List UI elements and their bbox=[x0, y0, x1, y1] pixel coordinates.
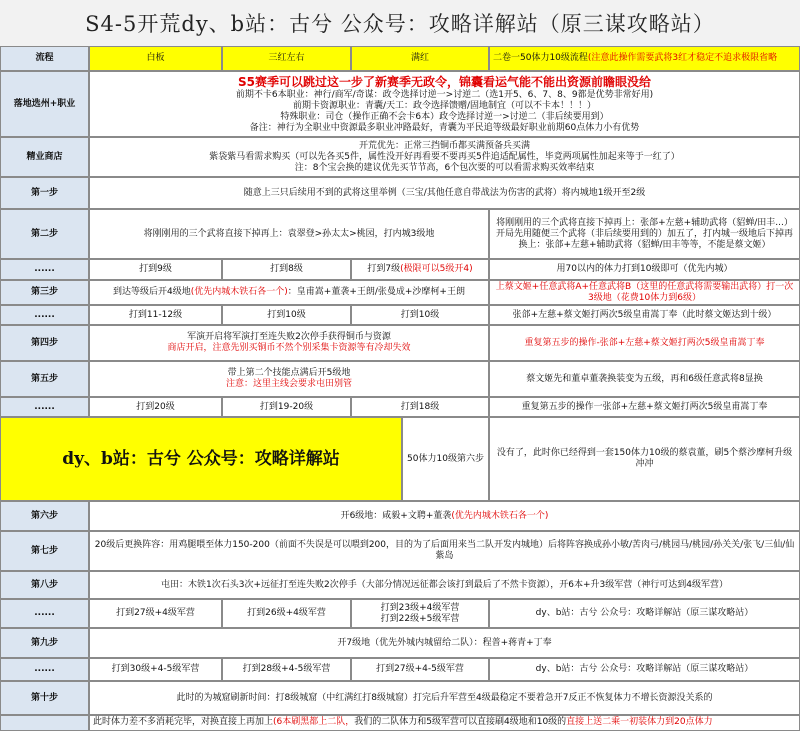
row-label-cont1: ...... bbox=[0, 259, 89, 280]
row-label-step11 bbox=[0, 715, 89, 731]
row-label-cont3: ...... bbox=[0, 397, 89, 417]
cont4-full-red bbox=[351, 599, 489, 628]
shop-note-2: 紫袋紫马看需求购买（可以先各买5件，属性没开好再看要不要再买5件追适配属性，毕竟两项属性加起来等于一红了） bbox=[209, 151, 680, 162]
row-label-cont4: ...... bbox=[0, 599, 89, 628]
step3-left-a: 到达等级后开4级地 bbox=[113, 287, 191, 297]
cont1-full-red bbox=[351, 259, 489, 280]
header-col-full-red: 满红 bbox=[351, 46, 489, 71]
row-label-step8: 第八步 bbox=[0, 571, 89, 599]
cont4-blank: 打到27级+4级军营 bbox=[89, 599, 222, 628]
cont1-50-stamina: 用70以内的体力打到10级即可（优先内城） bbox=[489, 259, 800, 280]
cont1-blank: 打到9级 bbox=[89, 259, 222, 280]
shop-notes bbox=[89, 137, 800, 177]
row-label-step3: 第三步 bbox=[0, 280, 89, 305]
step2-left: 将刚刚用的三个武将直接下掉再上：袁翠登>孙太太>桃园，打内城3级地 bbox=[89, 209, 489, 259]
cont2-50-stamina: 张郃+左慈+蔡文姬打两次5级皇甫嵩丁奉（此时蔡文姬达到十级） bbox=[489, 305, 800, 325]
cont4-50-stamina-a: dy、b站：古兮 公众号： bbox=[535, 608, 637, 618]
cont5-full-red: 打到27级+4-5级军营 bbox=[351, 658, 489, 681]
step3-left-c: ：皇甫嵩+董袭+王朗/张曼成+沙摩柯+王朗 bbox=[287, 287, 465, 297]
step5-left-1: 带上第二个技能点满后开5级地 bbox=[227, 368, 351, 378]
header-flow: 流程 bbox=[0, 46, 89, 71]
step11-text-d: 直接上送二乘一初装体力到20点体力 bbox=[566, 717, 713, 727]
step10-text: 此时的为城窟刷新时间：打8级城窟（中红满红打8级城窟）打完后升军营至4级最稳定不要着急开7反正不恢复体力不增长资源没关系的 bbox=[89, 681, 800, 715]
step4-left-1: 军演开启将军演打至连失败2次停手获得铜币与资源 bbox=[187, 332, 391, 342]
step6-text-a: 开6级地：咸毅+文聘+董袭 bbox=[340, 510, 452, 521]
cont5-blank: 打到30级+4-5级军营 bbox=[89, 658, 222, 681]
step9-text: 开7级地（优先外城内城留给二队）：程普+蒋青+丁奉 bbox=[89, 628, 800, 658]
cont5-three-red: 打到28级+4-5级军营 bbox=[222, 658, 351, 681]
header-col-50-stamina-label: 二卷一50体力10级流程 bbox=[493, 53, 588, 63]
header-col-blank: 白板 bbox=[89, 46, 222, 71]
row-label-step5: 第五步 bbox=[0, 361, 89, 397]
step3-left bbox=[89, 280, 489, 305]
landing-notes bbox=[89, 71, 800, 137]
step3-left-b: (优先内城木铁石各一个) bbox=[190, 287, 288, 297]
step6-text bbox=[89, 501, 800, 531]
step11-text-a: 此时体力差不多消耗完毕，对换直接上再加上 bbox=[93, 717, 274, 727]
landing-note-2: 前期不卡6本职业：神行/商军/奇谋：政令选择讨逆一>讨逆二（选1开5、6、7、8、9都是优势非常好用) bbox=[235, 89, 654, 100]
landing-note-1: S5赛季可以跳过这一步了新赛季无政令，锦囊看运气能不能出资源前瞻眼没给 bbox=[238, 74, 651, 89]
cont3-three-red: 打到19-20级 bbox=[222, 397, 351, 417]
row-label-landing: 落地选州+职业 bbox=[0, 71, 89, 137]
cont5-50-stamina-a: dy、b站：古兮 公众号： bbox=[535, 664, 637, 674]
row-label-step10: 第十步 bbox=[0, 681, 89, 715]
step5-left bbox=[89, 361, 489, 397]
step6-text-b: (优先内城木铁石各一个) bbox=[451, 510, 549, 521]
step2-right: 将刚刚用的三个武将直接下掉再上：张郃+左慈+辅助武将（貂蝉/田丰...）开局先用随便三个武将（非后续要用到的）加五了，打内城一级地后下掉再换上：张郃+左慈+辅助武将（貂蝉/田丰等等，不能是蔡文姬） bbox=[489, 209, 800, 259]
cont5-50-stamina bbox=[489, 658, 800, 681]
row-label-step1: 第一步 bbox=[0, 177, 89, 209]
cont1-full-red-text: 打到7级 bbox=[367, 264, 401, 274]
shop-note-1: 开荒优先：正常三挡铜币都买满预备兵买满 bbox=[358, 140, 530, 151]
cont3-50-stamina: 重复第五步的操作一张郃+左慈+蔡文姬打两次5级皇甫嵩丁奉 bbox=[489, 397, 800, 417]
page-title: S4-5开荒dy、b站：古兮 公众号：攻略详解站（原三谋攻略站） bbox=[0, 0, 800, 46]
watermark-banner: dy、b站：古兮 公众号：攻略详解站 bbox=[0, 417, 402, 501]
cont4-50-stamina bbox=[489, 599, 800, 628]
cont2-blank: 打到11-12级 bbox=[89, 305, 222, 325]
step4-left bbox=[89, 325, 489, 361]
step8-text: 屯田：木铁1次石头3次+远征打至连失败2次停手（大部分情况远征都会该打到最后了不然卡资源），开6本+升3级军营（神行可达到4级军营） bbox=[89, 571, 800, 599]
step11-text-c: 我们的二队体力和5级军营可以直接刷4级地和10级的 bbox=[354, 717, 567, 727]
cont5-50-stamina-b: 攻略详解站（原三谋攻略站） bbox=[636, 664, 754, 674]
header-col-50-stamina-note: (注意此操作需要武将3红才稳定不追求极限省略 bbox=[587, 53, 778, 63]
step5-right: 蔡文姬先和董卓董袭换装变为五级，再和6级任意武将8显换 bbox=[489, 361, 800, 397]
step3-right: 上蔡文姬+任意武将A+任意武将B（这里的任意武将需要输出武将）打一次3级地（花费10体力到6级） bbox=[489, 280, 800, 305]
row-label-step9: 第九步 bbox=[0, 628, 89, 658]
row-label-shop: 精业商店 bbox=[0, 137, 89, 177]
shop-note-3: 注：8个宝会换的建议优先买节节高，6个包次要的可以看需求购买效率结束 bbox=[294, 162, 595, 173]
landing-note-3: 前期卡资源职业：青囊/天工：政令选择馈赠/固地制宜（可以不卡本！！！） bbox=[292, 100, 597, 111]
row-label-cont5: ...... bbox=[0, 658, 89, 681]
row-label-step6: 第六步 bbox=[0, 501, 89, 531]
row-label-cont2: ...... bbox=[0, 305, 89, 325]
row-label-step4: 第四步 bbox=[0, 325, 89, 361]
step4-left-2: 商店开启，注意先别买铜币不然个别采集卡资源等有冷却失效 bbox=[167, 343, 411, 353]
row-label-50-stamina-step6: 50体力10级第六步 bbox=[402, 417, 489, 501]
cont3-full-red: 打到18级 bbox=[351, 397, 489, 417]
row-label-step2: 第二步 bbox=[0, 209, 89, 259]
landing-note-5: 备注：神行为全职业中资源最多职业冲路最好，青囊为平民追等级最好职业前期60点体力小有优势 bbox=[249, 122, 640, 133]
header-col-50-stamina bbox=[489, 46, 800, 71]
step11-text-b: (6本刷黑都上二队， bbox=[273, 717, 355, 727]
cont1-full-red-note: (极限可以5级开4) bbox=[400, 264, 473, 274]
cont1-three-red: 打到8级 bbox=[222, 259, 351, 280]
step11-text bbox=[89, 715, 800, 731]
row-label-step7: 第七步 bbox=[0, 531, 89, 571]
step7-text: 20级后更换阵容：用鸡腿喂至体力150-200（前面不失误是可以喂到200，目的为了后面用来当二队开发内城地）后将阵容换成孙小敏/苦肉弓/桃园马/桃园/孙关关/张飞/三仙/仙紫岛 bbox=[89, 531, 800, 571]
50-stamina-step6-text: 没有了，此时你已经得到一套150体力10级的蔡袁董，刷5个蔡沙摩柯升级冲冲 bbox=[489, 417, 800, 501]
step1-text: 随意上三只后续用不到的武将这里举例（三宝/其他任意自带战法为伤害的武将）将内城地1级开至2级 bbox=[89, 177, 800, 209]
step5-left-2: 注意：这里主线会要求屯田别管 bbox=[225, 379, 352, 389]
step4-right: 重复第五步的操作-张郃+左慈+蔡文姬打两次5级皇甫嵩丁奉 bbox=[489, 325, 800, 361]
cont2-full-red: 打到10级 bbox=[351, 305, 489, 325]
cont2-three-red: 打到10级 bbox=[222, 305, 351, 325]
landing-note-4: 特殊职业：司仓（操作正确不会卡6本）政令选择讨逆一>讨逆二（非后续要用到） bbox=[280, 111, 609, 122]
header-col-three-red: 三红左右 bbox=[222, 46, 351, 71]
cont3-blank: 打到20级 bbox=[89, 397, 222, 417]
cont4-50-stamina-b: 攻略详解站（原三谋攻略站） bbox=[636, 608, 754, 618]
cont4-full-red-a: 打到23级+4级军营 bbox=[380, 602, 460, 613]
cont4-full-red-b: 打到22级+5级军营 bbox=[380, 613, 460, 624]
cont4-three-red: 打到26级+4级军营 bbox=[222, 599, 351, 628]
